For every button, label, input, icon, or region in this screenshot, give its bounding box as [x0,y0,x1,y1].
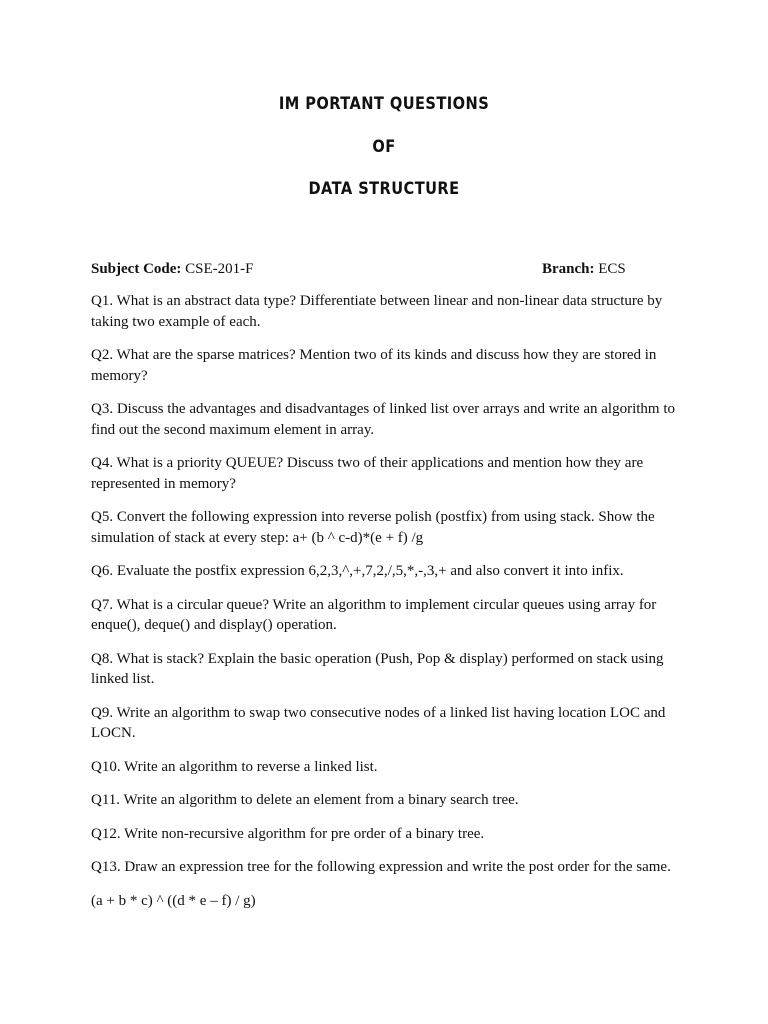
title-line-1: IM PORTANT QUESTIONS [278,94,490,114]
question-6: Q6. Evaluate the postfix expression 6,2,3,^,+,7,2,/,5,*,-,3,+ and also convert it into infix. [91,563,624,579]
question-list [91,291,683,924]
question-13-expression: (a + b * c) ^ ((d * e – f) / g) [91,892,256,909]
question-4: Q4. What is a priority QUEUE? Discuss two of their applications and mention how they are represented in memory? [91,455,644,492]
title-line-3: DATA STRUCTURE [308,179,460,199]
question-10: Q10. Write an algorithm to reverse a linked list. [91,758,378,775]
branch-value: ECS [594,261,626,277]
title-line-2: OF [372,137,396,157]
question-7: Q7. What is a circular queue? Write an algorithm to implement circular queues using array for enque(), deque() and display() operation. [91,596,657,633]
subject-meta-row [91,258,681,280]
question-8: Q8. What is stack? Explain the basic operation (Push, Pop & display) performed on stack using linked list. [91,650,664,687]
question-13: Q13. Draw an expression tree for the following expression and write the post order for the same. [91,859,671,875]
question-5: Q5. Convert the following expression into reverse polish (postfix) from using stack. Show the simulation of stack at every step: a+ (b ^ c-d)*(e + f) /g [91,509,655,546]
subject-code [91,261,254,277]
subject-code-label: Subject Code: [91,261,182,277]
subject-code-value: CSE-201-F [181,261,254,277]
question-1: Q1. What is an abstract data type? Differentiate between linear and non-linear data structure by taking two example of each. [91,293,663,330]
question-11: Q11. Write an algorithm to delete an element from a binary search tree. [91,792,519,808]
question-12: Q12. Write non-recursive algorithm for pre order of a binary tree. [91,825,485,842]
branch-label: Branch: [542,261,595,277]
branch [542,258,626,280]
question-3: Q3. Discuss the advantages and disadvantages of linked list over arrays and write an algorithm to find out the second maximum element in array. [91,401,676,438]
question-9: Q9. Write an algorithm to swap two consecutive nodes of a linked list having location LOC and LOCN. [91,704,666,741]
question-2: Q2. What are the sparse matrices? Mention two of its kinds and discuss how they are stored in memory? [91,347,657,384]
